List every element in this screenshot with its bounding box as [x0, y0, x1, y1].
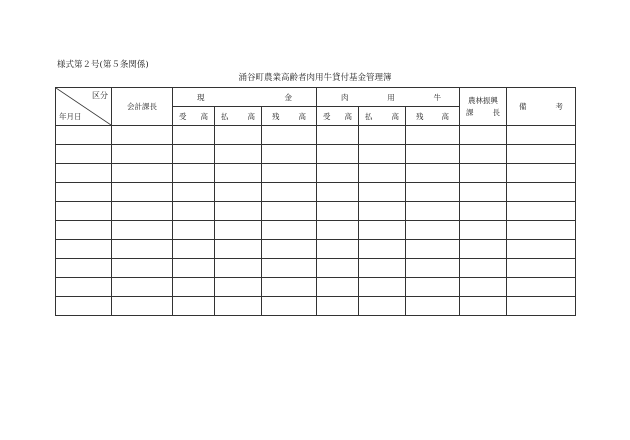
table-cell[interactable]	[406, 145, 460, 164]
table-cell[interactable]	[460, 259, 507, 278]
agri-chief-ka: 課	[466, 107, 474, 117]
remarks-char-1: 備	[519, 102, 527, 111]
table-cell[interactable]	[359, 202, 406, 221]
balance-char-1: 残	[416, 111, 424, 121]
table-cell[interactable]	[317, 221, 359, 240]
cattle-char-2: 用	[387, 92, 395, 102]
table-cell[interactable]	[112, 278, 173, 297]
table-cell[interactable]	[173, 221, 215, 240]
accounting-chief-header: 会計課長	[112, 88, 173, 126]
cash-balance-header	[262, 107, 317, 126]
table-cell[interactable]	[359, 145, 406, 164]
table-cell[interactable]	[317, 145, 359, 164]
table-cell[interactable]	[262, 259, 317, 278]
table-cell[interactable]	[173, 126, 215, 145]
division-date-header	[56, 88, 112, 126]
table-cell[interactable]	[173, 164, 215, 183]
table-cell[interactable]	[460, 240, 507, 259]
table-cell[interactable]	[215, 278, 262, 297]
cattle-header	[317, 88, 460, 107]
table-cell[interactable]	[112, 164, 173, 183]
cash-paid-header	[215, 107, 262, 126]
cattle-char-1: 肉	[341, 92, 349, 102]
received-char-2: 高	[344, 111, 353, 121]
table-row	[56, 164, 576, 183]
table-cell[interactable]	[173, 240, 215, 259]
table-cell[interactable]	[359, 126, 406, 145]
table-row	[56, 183, 576, 202]
table-cell[interactable]	[507, 183, 576, 202]
received-char-1: 受	[323, 111, 331, 121]
cattle-paid-header	[359, 107, 406, 126]
agri-chief-line-1: 農林振興	[468, 95, 499, 105]
table-cell[interactable]	[215, 297, 262, 316]
ledger-body	[56, 126, 576, 316]
balance-char-1: 残	[272, 111, 280, 121]
table-cell[interactable]	[460, 202, 507, 221]
table-cell[interactable]	[56, 202, 112, 221]
table-cell[interactable]	[406, 240, 460, 259]
paid-char-1: 払	[221, 111, 229, 121]
table-cell[interactable]	[460, 221, 507, 240]
table-cell[interactable]	[56, 278, 112, 297]
table-cell[interactable]	[507, 297, 576, 316]
table-cell[interactable]	[215, 145, 262, 164]
table-cell[interactable]	[56, 240, 112, 259]
table-cell[interactable]	[112, 259, 173, 278]
table-cell[interactable]	[507, 240, 576, 259]
division-label: 区分	[92, 91, 108, 100]
table-cell[interactable]	[215, 240, 262, 259]
header-row-1	[56, 88, 576, 107]
ledger-table	[55, 87, 576, 316]
table-cell[interactable]	[262, 297, 317, 316]
table-cell[interactable]	[317, 202, 359, 221]
cattle-char-3: 牛	[433, 92, 442, 102]
table-cell[interactable]	[406, 164, 460, 183]
table-cell[interactable]	[507, 202, 576, 221]
table-cell[interactable]	[215, 126, 262, 145]
table-cell[interactable]	[507, 259, 576, 278]
date-label: 年月日	[59, 112, 82, 121]
table-cell[interactable]	[56, 221, 112, 240]
received-char-2: 高	[200, 111, 208, 121]
table-cell[interactable]	[406, 126, 460, 145]
table-cell[interactable]	[317, 297, 359, 316]
table-row	[56, 278, 576, 297]
table-cell[interactable]	[507, 221, 576, 240]
document-title: 涌谷町農業高齢者肉用牛貸付基金管理簿	[238, 73, 392, 83]
table-cell[interactable]	[317, 126, 359, 145]
table-cell[interactable]	[317, 259, 359, 278]
table-cell[interactable]	[359, 297, 406, 316]
table-cell[interactable]	[406, 297, 460, 316]
table-cell[interactable]	[359, 240, 406, 259]
agri-chief-cho: 長	[492, 107, 501, 117]
table-cell[interactable]	[173, 202, 215, 221]
table-cell[interactable]	[317, 278, 359, 297]
remarks-char-2: 考	[555, 102, 564, 111]
table-cell[interactable]	[262, 183, 317, 202]
paid-char-2: 高	[247, 111, 255, 121]
balance-char-2: 高	[298, 111, 307, 121]
cattle-received-header	[317, 107, 359, 126]
table-cell[interactable]	[112, 297, 173, 316]
table-cell[interactable]	[262, 126, 317, 145]
table-cell[interactable]	[359, 259, 406, 278]
table-cell[interactable]	[56, 183, 112, 202]
table-cell[interactable]	[173, 145, 215, 164]
table-cell[interactable]	[460, 145, 507, 164]
table-cell[interactable]	[317, 164, 359, 183]
table-cell[interactable]	[215, 164, 262, 183]
form-number-label: 様式第２号(第５条関係)	[57, 60, 149, 70]
table-cell[interactable]	[460, 183, 507, 202]
table-cell[interactable]	[56, 297, 112, 316]
table-cell[interactable]	[406, 183, 460, 202]
table-row	[56, 297, 576, 316]
table-cell[interactable]	[56, 126, 112, 145]
table-row	[56, 145, 576, 164]
table-cell[interactable]	[507, 164, 576, 183]
cash-received-header	[173, 107, 215, 126]
cattle-balance-header	[406, 107, 460, 126]
table-cell[interactable]	[112, 145, 173, 164]
table-cell[interactable]	[215, 259, 262, 278]
table-cell[interactable]	[406, 259, 460, 278]
table-cell[interactable]	[359, 183, 406, 202]
paid-char-2: 高	[391, 111, 400, 121]
table-cell[interactable]	[262, 278, 317, 297]
table-cell[interactable]	[173, 183, 215, 202]
table-cell[interactable]	[56, 259, 112, 278]
table-cell[interactable]	[460, 126, 507, 145]
table-row	[56, 221, 576, 240]
table-cell[interactable]	[173, 297, 215, 316]
table-cell[interactable]	[460, 164, 507, 183]
table-cell[interactable]	[359, 164, 406, 183]
table-cell[interactable]	[507, 126, 576, 145]
table-row	[56, 202, 576, 221]
table-cell[interactable]	[112, 221, 173, 240]
table-cell[interactable]	[460, 278, 507, 297]
table-cell[interactable]	[406, 278, 460, 297]
table-cell[interactable]	[112, 126, 173, 145]
paid-char-1: 払	[365, 111, 373, 121]
cash-char-1: 現	[197, 92, 205, 102]
received-char-1: 受	[179, 111, 187, 121]
table-cell[interactable]	[507, 145, 576, 164]
table-row	[56, 259, 576, 278]
cash-header	[173, 88, 317, 107]
table-cell[interactable]	[507, 278, 576, 297]
table-cell[interactable]	[406, 221, 460, 240]
table-cell[interactable]	[112, 183, 173, 202]
balance-char-2: 高	[441, 111, 450, 121]
table-cell[interactable]	[262, 164, 317, 183]
table-cell[interactable]	[359, 278, 406, 297]
table-cell[interactable]	[173, 259, 215, 278]
remarks-header	[507, 88, 576, 126]
table-cell[interactable]	[215, 202, 262, 221]
table-cell[interactable]	[173, 278, 215, 297]
table-cell[interactable]	[112, 202, 173, 221]
table-cell[interactable]	[215, 183, 262, 202]
table-cell[interactable]	[56, 145, 112, 164]
table-cell[interactable]	[56, 164, 112, 183]
table-cell[interactable]	[215, 221, 262, 240]
table-cell[interactable]	[262, 221, 317, 240]
table-cell[interactable]	[262, 202, 317, 221]
cash-char-2: 金	[284, 92, 293, 102]
table-row	[56, 240, 576, 259]
table-cell[interactable]	[460, 297, 507, 316]
table-cell[interactable]	[262, 240, 317, 259]
table-cell[interactable]	[112, 240, 173, 259]
table-cell[interactable]	[359, 221, 406, 240]
agri-chief-header	[460, 88, 507, 126]
table-cell[interactable]	[317, 183, 359, 202]
table-cell[interactable]	[406, 202, 460, 221]
table-row	[56, 126, 576, 145]
table-cell[interactable]	[317, 240, 359, 259]
table-cell[interactable]	[262, 145, 317, 164]
